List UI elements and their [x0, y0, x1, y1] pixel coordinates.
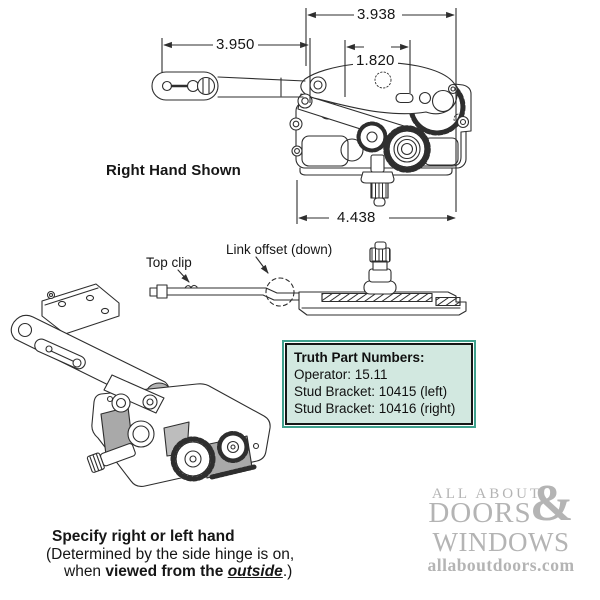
dimension-label-arm: 3.950 — [213, 36, 258, 53]
part-numbers-title: Truth Part Numbers: — [294, 350, 425, 365]
dimension-label-top: 3.938 — [354, 6, 399, 23]
part-numbers-box — [285, 343, 473, 425]
part-number-line: Operator: 15.11 — [294, 367, 388, 382]
dimension-label-inner: 1.820 — [353, 52, 398, 69]
hand-note — [46, 528, 356, 581]
logo-website: allaboutdoors.com — [427, 555, 575, 575]
link-offset-label: Link offset (down) — [226, 242, 333, 257]
part-number-line: Stud Bracket: 10415 (left) — [294, 384, 448, 399]
all-about-doors-logo — [420, 475, 582, 579]
top-clip-label: Top clip — [146, 255, 192, 270]
hand-note-line3: when viewed from the outside.) — [64, 563, 293, 580]
logo-ampersand: & — [530, 475, 574, 532]
hand-note-line1: Specify right or left hand — [52, 528, 235, 545]
top-view-drawing — [152, 63, 471, 206]
logo-line-windows: WINDOWS — [432, 527, 570, 557]
logo-line-all-about: ALL ABOUT — [431, 486, 543, 502]
hand-caption: Right Hand Shown — [106, 162, 241, 179]
exploded-view-drawing — [11, 284, 270, 486]
logo-line-doors: DOORS — [428, 497, 532, 529]
hand-note-line2: (Determined by the side hinge is on, — [46, 545, 295, 563]
dimension-label-base: 4.438 — [334, 209, 379, 226]
part-number-line: Stud Bracket: 10416 (right) — [294, 401, 456, 416]
